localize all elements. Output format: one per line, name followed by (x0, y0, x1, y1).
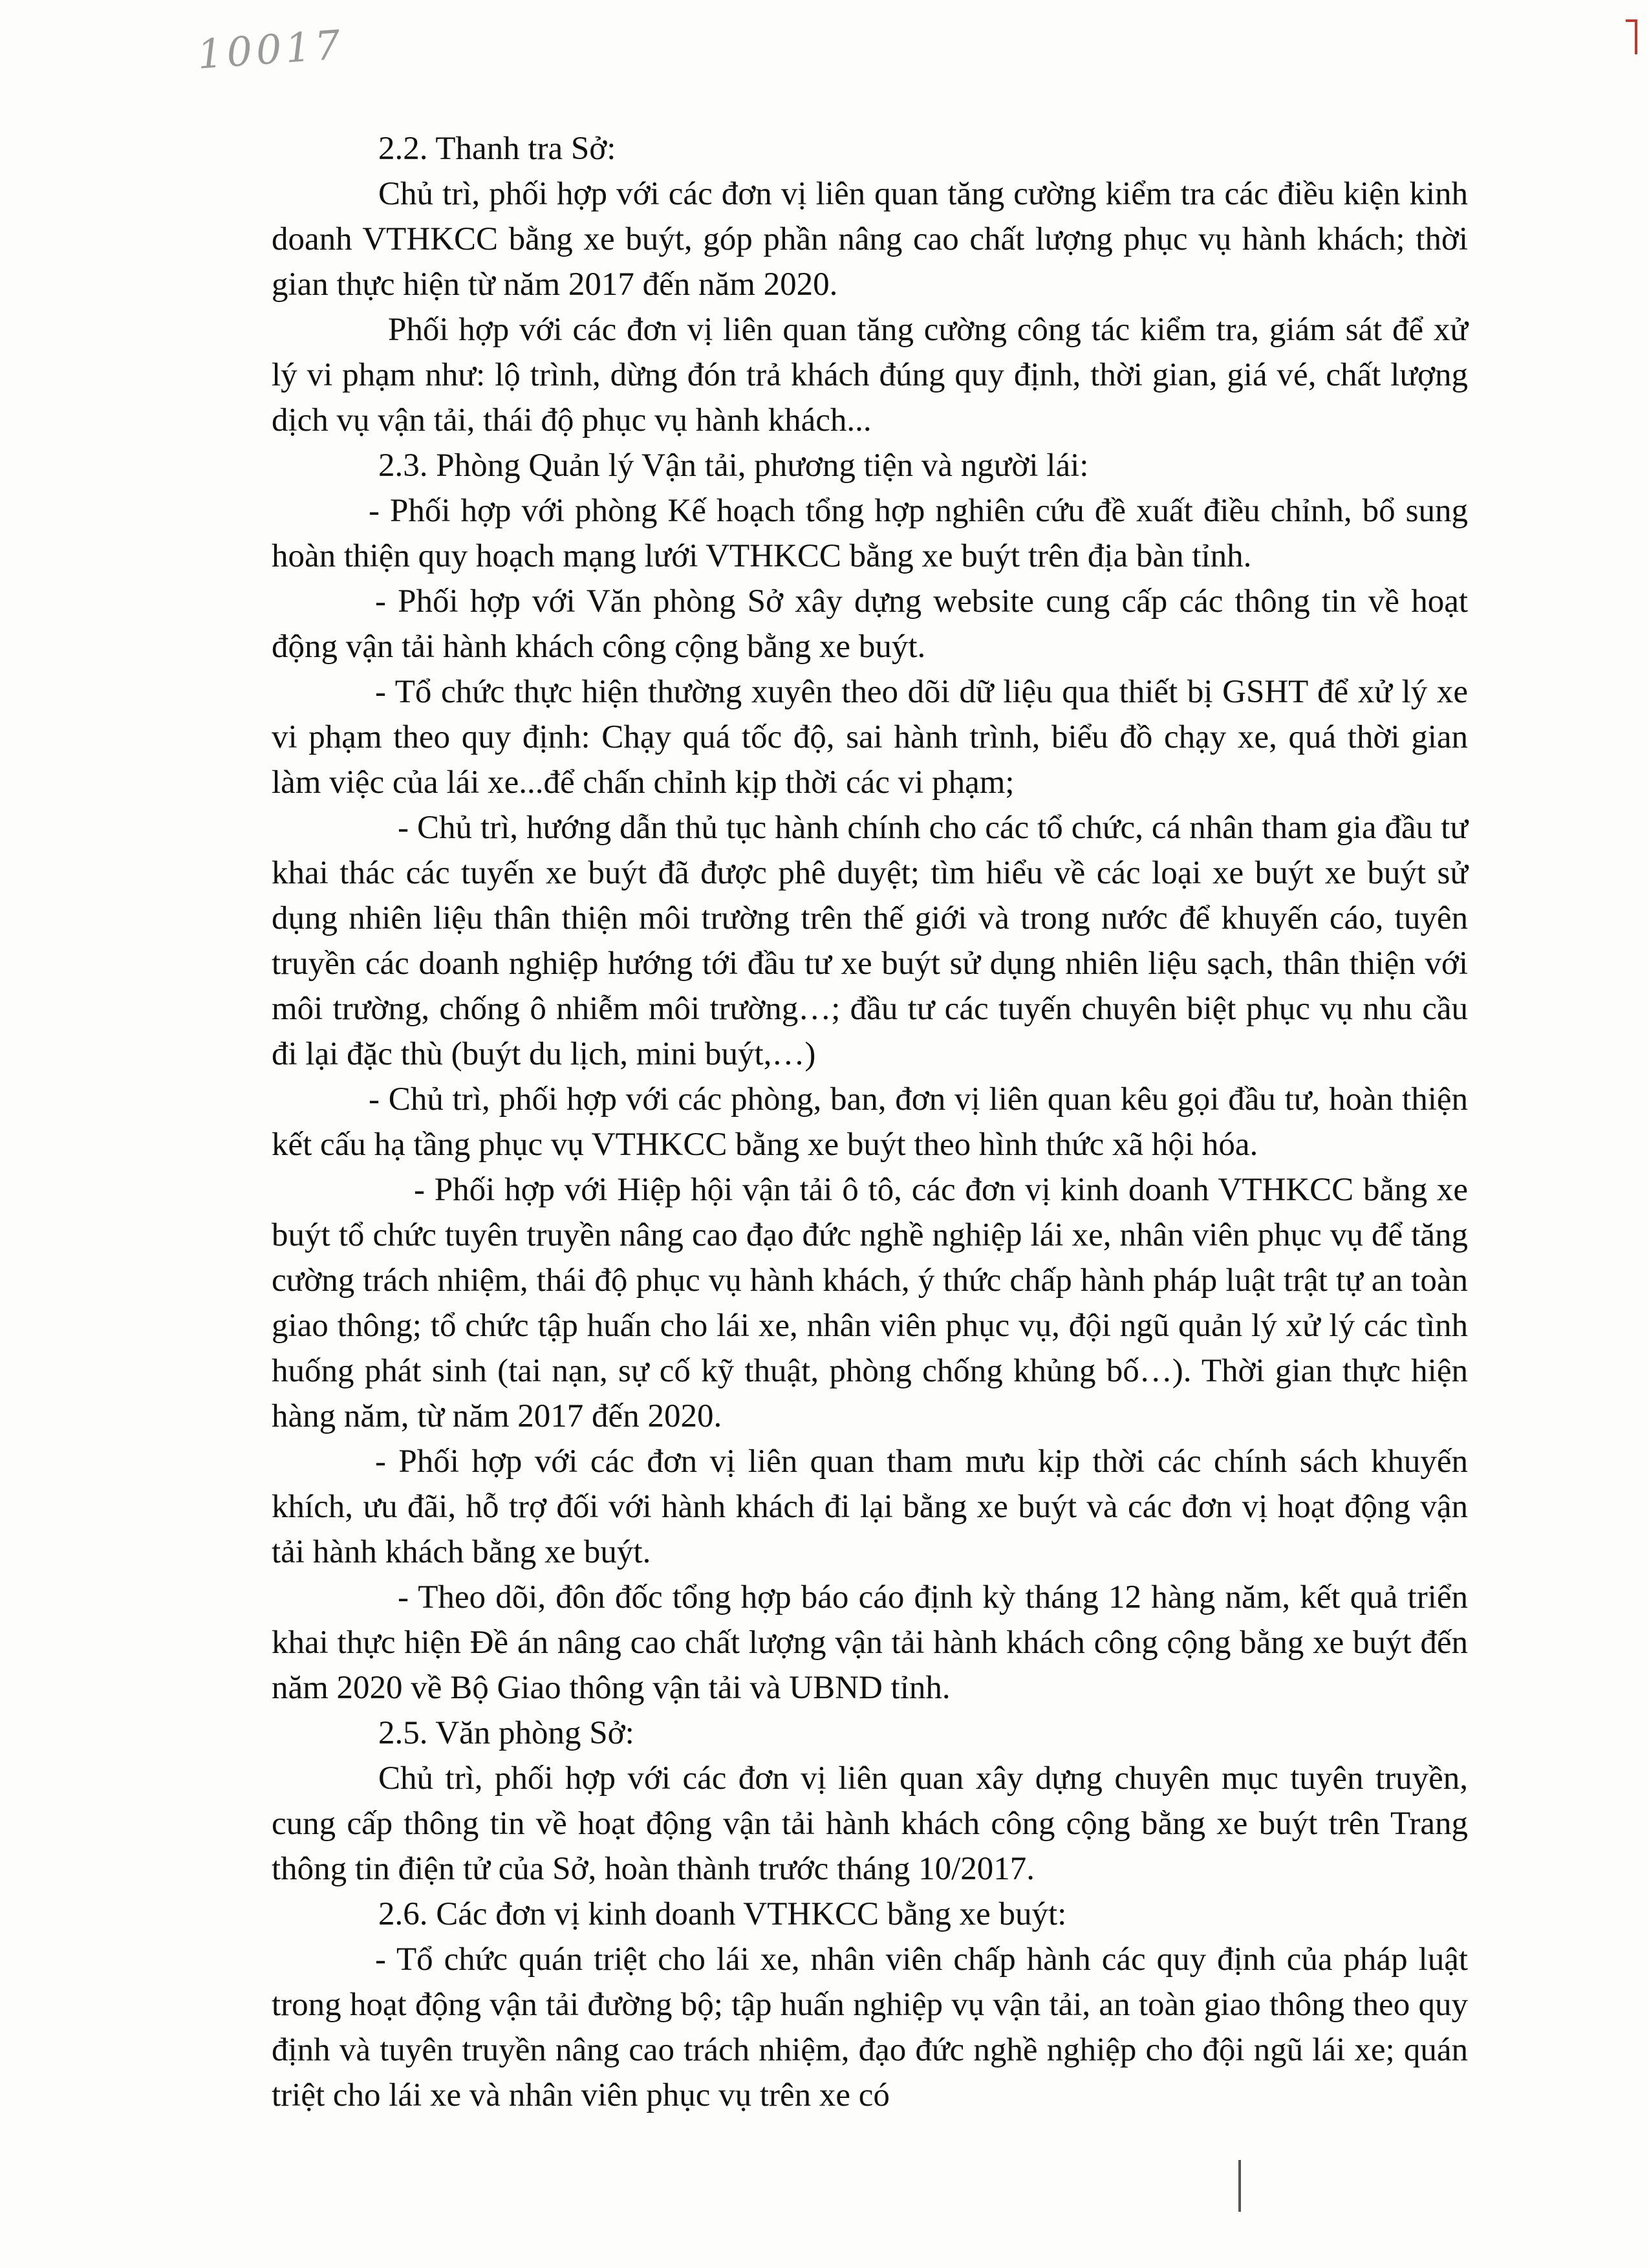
paragraph-driver-training: - Phối hợp với Hiệp hội vận tải ô tô, các đơn vị kinh doanh VTHKCC bằng xe buýt tổ chức tuyên truyền nâng cao đạo đức nghề nghiệp lái xe, nhân viên phục vụ để tăng cường trách nhiệm, thái độ phục vụ hành khách, ý thức chấp hành pháp luật trật tự an toàn giao thông; tổ chức tập huấn cho lái xe, nhân viên phục vụ, đội ngũ quản lý xử lý các tình huống phát sinh (tai nạn, sự cố kỹ thuật, phòng chống khủng bố…). Thời gian thực hiện hàng năm, từ năm 2017 đến 2020. (272, 1172, 1468, 1434)
section-heading-2-5: 2.5. Văn phòng Sở: (378, 1715, 634, 1751)
paragraph-inspection-duty: Chủ trì, phối hợp với các đơn vị liên quan tăng cường kiểm tra các điều kiện kinh doanh VTHKCC bằng xe buýt, góp phần nâng cao chất lượng phục vụ hành khách; thời gian thực hiện từ năm 2017 đến năm 2020. (272, 176, 1468, 303)
paragraph-bus-operators: - Tổ chức quán triệt cho lái xe, nhân viên chấp hành các quy định của pháp luật trong hoạt động vận tải đường bộ; tập huấn nghiệp vụ vận tải, an toàn giao thông theo quy định và tuyên truyền nâng cao trách nhiệm, đạo đức nghề nghiệp cho đội ngũ lái xe; quán triệt cho lái xe và nhân viên phục vụ trên xe có (272, 1941, 1468, 2113)
paragraph-reporting: - Theo dõi, đôn đốc tổng hợp báo cáo định kỳ tháng 12 hàng năm, kết quả triển khai thực hiện Đề án nâng cao chất lượng vận tải hành khách công cộng bằng xe buýt đến năm 2020 về Bộ Giao thông vận tải và UBND tỉnh. (272, 1579, 1468, 1706)
paragraph-admin-procedures: - Chủ trì, hướng dẫn thủ tục hành chính cho các tổ chức, cá nhân tham gia đầu tư khai thác các tuyến xe buýt đã được phê duyệt; tìm hiểu về các loại xe buýt xe buýt sử dụng nhiên liệu thân thiện môi trường trên thế giới và trong nước để khuyến cáo, tuyên truyền các doanh nghiệp hướng tới đầu tư xe buýt sử dụng nhiên liệu sạch, thân thiện với môi trường, chống ô nhiễm môi trường…; đầu tư các tuyến chuyên biệt phục vụ nhu cầu đi lại đặc thù (buýt du lịch, mini buýt,…) (272, 810, 1468, 1072)
paragraph-inspection-supervision: Phối hợp với các đơn vị liên quan tăng cường công tác kiểm tra, giám sát để xử lý vi phạm như: lộ trình, dừng đón trả khách đúng quy định, thời gian, giá vé, chất lượng dịch vụ vận tải, thái độ phục vụ hành khách... (272, 312, 1468, 438)
section-heading-2-3: 2.3. Phòng Quản lý Vận tải, phương tiện và người lái: (378, 448, 1089, 484)
red-corner-mark (1626, 19, 1637, 54)
paragraph-gsht-monitoring: - Tổ chức thực hiện thường xuyên theo dõi dữ liệu qua thiết bị GSHT để xử lý xe vi phạm theo quy định: Chạy quá tốc độ, sai hành trình, biểu đồ chạy xe, quá thời gian làm việc của lái xe...để chấn chỉnh kịp thời các vi phạm; (272, 674, 1468, 801)
section-heading-2-6: 2.6. Các đơn vị kinh doanh VTHKCC bằng xe buýt: (378, 1896, 1067, 1932)
paragraph-office-communication: Chủ trì, phối hợp với các đơn vị liên quan xây dựng chuyên mục tuyên truyền, cung cấp thông tin về hoạt động vận tải hành khách công cộng bằng xe buýt trên Trang thông tin điện tử của Sở, hoàn thành trước tháng 10/2017. (272, 1760, 1468, 1887)
document-body (272, 126, 1468, 2118)
paragraph-website: - Phối hợp với Văn phòng Sở xây dựng website cung cấp các thông tin về hoạt động vận tải hành khách công cộng bằng xe buýt. (272, 583, 1468, 665)
scan-mark (1238, 2160, 1241, 2212)
section-heading-2-2: 2.2. Thanh tra Sở: (378, 131, 616, 167)
paragraph-transport-planning: - Phối hợp với phòng Kế hoạch tổng hợp nghiên cứu đề xuất điều chỉnh, bổ sung hoàn thiện quy hoạch mạng lưới VTHKCC bằng xe buýt trên địa bàn tỉnh. (272, 493, 1468, 574)
paragraph-incentive-policy: - Phối hợp với các đơn vị liên quan tham mưu kịp thời các chính sách khuyến khích, ưu đãi, hỗ trợ đối với hành khách đi lại bằng xe buýt và các đơn vị hoạt động vận tải hành khách bằng xe buýt. (272, 1443, 1468, 1570)
handwritten-note: 10017 (195, 21, 346, 78)
paragraph-investment-call: - Chủ trì, phối hợp với các phòng, ban, đơn vị liên quan kêu gọi đầu tư, hoàn thiện kết cấu hạ tầng phục vụ VTHKCC bằng xe buýt theo hình thức xã hội hóa. (272, 1081, 1468, 1163)
